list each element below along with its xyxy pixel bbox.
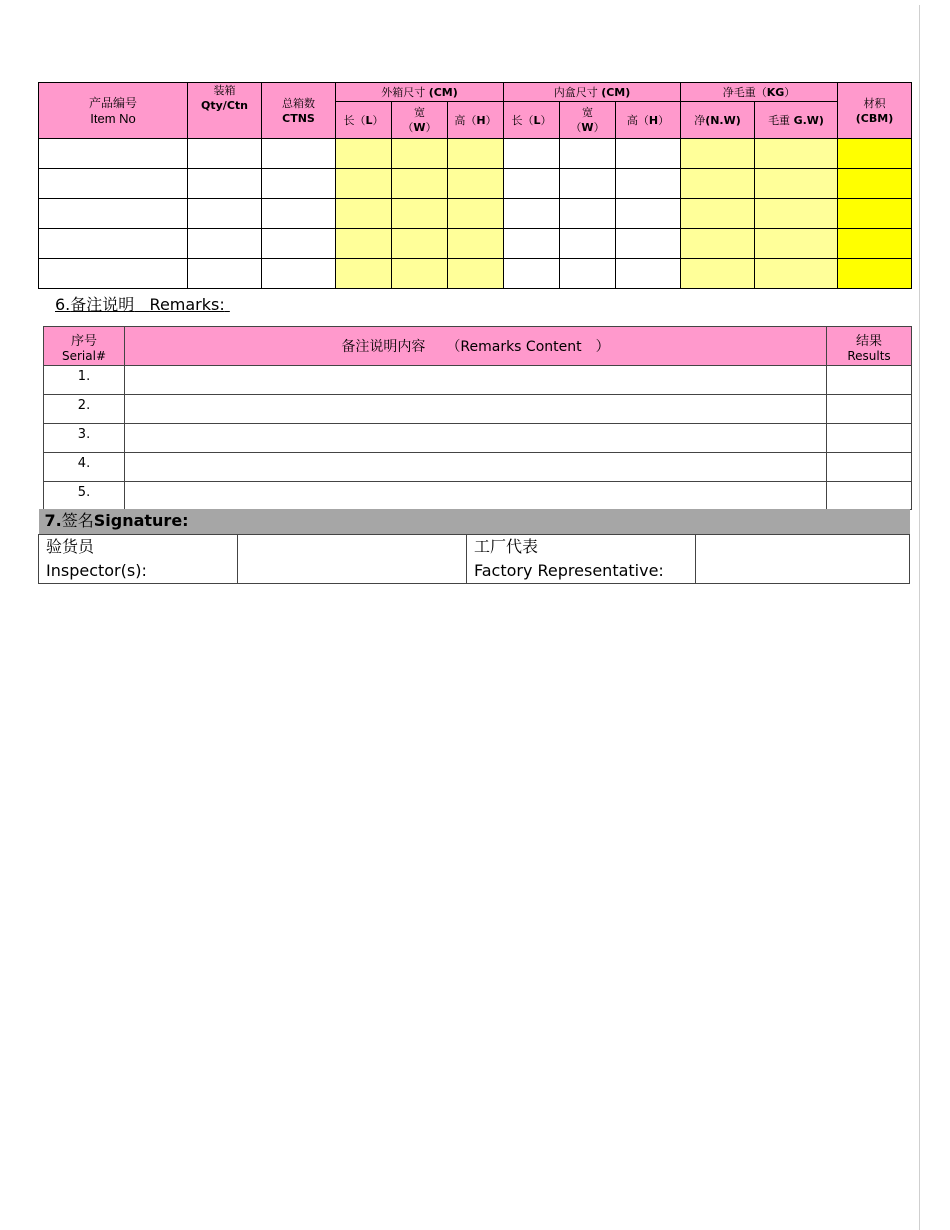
remarks-content-cell[interactable]	[125, 424, 827, 453]
qty-ctn-cell[interactable]	[188, 259, 262, 289]
serial-header: 序号 Serial#	[44, 327, 125, 366]
inner-length-cell[interactable]	[504, 199, 560, 229]
inner-height-cell[interactable]	[616, 199, 681, 229]
outer-length-cell[interactable]	[336, 259, 392, 289]
serial-number: 1.	[44, 366, 125, 395]
ctns-cell[interactable]	[262, 259, 336, 289]
net-weight-cell[interactable]	[681, 199, 755, 229]
inner-width-cell[interactable]	[560, 169, 616, 199]
ctns-cell[interactable]	[262, 169, 336, 199]
inner-length-cell[interactable]	[504, 139, 560, 169]
inner-length-cell[interactable]	[504, 229, 560, 259]
outer-height-cell[interactable]	[448, 259, 504, 289]
inner-box-header: 内盒尺寸 (CM)	[504, 83, 681, 102]
signature-header-row	[39, 509, 910, 534]
signature-section-title: 7.签名Signature:	[39, 509, 910, 534]
remarks-body	[44, 366, 912, 510]
inner-height-cell[interactable]	[616, 169, 681, 199]
remarks-row	[44, 482, 912, 510]
qty-ctn-cell[interactable]	[188, 229, 262, 259]
outer-height-header: 高（H）	[448, 102, 504, 139]
signature-row	[39, 534, 910, 583]
signature-table	[38, 509, 910, 584]
net-weight-cell[interactable]	[681, 259, 755, 289]
packing-body	[39, 139, 912, 289]
ctns-cell[interactable]	[262, 139, 336, 169]
net-weight-header: 净(N.W)	[681, 102, 755, 139]
inner-length-cell[interactable]	[504, 259, 560, 289]
results-cell[interactable]	[827, 395, 912, 424]
qty-ctn-cell[interactable]	[188, 169, 262, 199]
packing-row	[39, 229, 912, 259]
outer-width-cell[interactable]	[392, 259, 448, 289]
item-no-cell[interactable]	[39, 139, 188, 169]
item-no-cell[interactable]	[39, 169, 188, 199]
gross-weight-cell[interactable]	[755, 259, 838, 289]
qty-ctn-cell[interactable]	[188, 139, 262, 169]
inner-height-cell[interactable]	[616, 259, 681, 289]
outer-height-cell[interactable]	[448, 169, 504, 199]
packing-table	[38, 82, 912, 289]
packing-row	[39, 259, 912, 289]
results-cell[interactable]	[827, 366, 912, 395]
gross-weight-header: 毛重 G.W)	[755, 102, 838, 139]
inner-width-cell[interactable]	[560, 199, 616, 229]
outer-length-cell[interactable]	[336, 229, 392, 259]
results-cell[interactable]	[827, 424, 912, 453]
packing-row	[39, 199, 912, 229]
results-header: 结果 Results	[827, 327, 912, 366]
results-cell[interactable]	[827, 482, 912, 510]
remarks-content-cell[interactable]	[125, 395, 827, 424]
outer-height-cell[interactable]	[448, 229, 504, 259]
qty-ctn-cell[interactable]	[188, 199, 262, 229]
net-weight-cell[interactable]	[681, 139, 755, 169]
serial-number: 2.	[44, 395, 125, 424]
inspector-label: 验货员 Inspector(s):	[39, 534, 238, 583]
factory-rep-label: 工厂代表 Factory Representative:	[467, 534, 696, 583]
page-edge-line	[919, 5, 920, 1230]
remarks-row	[44, 395, 912, 424]
ctns-header: 总箱数 CTNS	[262, 83, 336, 139]
factory-rep-signature-field[interactable]	[696, 534, 910, 583]
outer-height-cell[interactable]	[448, 199, 504, 229]
inner-length-cell[interactable]	[504, 169, 560, 199]
item-no-header: 产品编号 Item No	[39, 83, 188, 139]
cbm-cell[interactable]	[838, 259, 912, 289]
gross-weight-cell[interactable]	[755, 169, 838, 199]
item-no-cell[interactable]	[39, 229, 188, 259]
remarks-content-cell[interactable]	[125, 453, 827, 482]
outer-width-cell[interactable]	[392, 229, 448, 259]
outer-width-cell[interactable]	[392, 169, 448, 199]
outer-length-cell[interactable]	[336, 169, 392, 199]
cbm-cell[interactable]	[838, 139, 912, 169]
packing-header-row-1	[39, 83, 912, 102]
remarks-table	[43, 326, 912, 510]
outer-carton-header: 外箱尺寸 (CM)	[336, 83, 504, 102]
remarks-section-title: 6.备注说明 Remarks:	[55, 295, 225, 314]
results-cell[interactable]	[827, 453, 912, 482]
remarks-content-cell[interactable]	[125, 482, 827, 510]
inner-height-cell[interactable]	[616, 229, 681, 259]
remarks-content-cell[interactable]	[125, 366, 827, 395]
cbm-header: 材积 (CBM)	[838, 83, 912, 139]
serial-number: 4.	[44, 453, 125, 482]
item-no-cell[interactable]	[39, 259, 188, 289]
remarks-row	[44, 453, 912, 482]
ctns-cell[interactable]	[262, 199, 336, 229]
cbm-cell[interactable]	[838, 199, 912, 229]
inner-width-cell[interactable]	[560, 139, 616, 169]
inner-width-cell[interactable]	[560, 229, 616, 259]
outer-length-cell[interactable]	[336, 199, 392, 229]
serial-number: 5.	[44, 482, 125, 510]
remarks-header-row	[44, 327, 912, 366]
outer-length-cell[interactable]	[336, 139, 392, 169]
remarks-row	[44, 366, 912, 395]
packing-row	[39, 139, 912, 169]
gross-weight-cell[interactable]	[755, 139, 838, 169]
cbm-cell[interactable]	[838, 229, 912, 259]
item-no-cell[interactable]	[39, 199, 188, 229]
outer-length-header: 长（L）	[336, 102, 392, 139]
inner-width-header: 宽 （W）	[560, 102, 616, 139]
weight-header: 净毛重（KG）	[681, 83, 838, 102]
ctns-cell[interactable]	[262, 229, 336, 259]
inner-length-header: 长（L）	[504, 102, 560, 139]
inner-height-cell[interactable]	[616, 139, 681, 169]
packing-row	[39, 169, 912, 199]
net-weight-cell[interactable]	[681, 169, 755, 199]
gross-weight-cell[interactable]	[755, 199, 838, 229]
outer-width-cell[interactable]	[392, 199, 448, 229]
serial-number: 3.	[44, 424, 125, 453]
outer-width-header: 宽 （W）	[392, 102, 448, 139]
net-weight-cell[interactable]	[681, 229, 755, 259]
remarks-content-header: 备注说明内容 （Remarks Content ）	[125, 327, 827, 366]
remarks-row	[44, 424, 912, 453]
outer-height-cell[interactable]	[448, 139, 504, 169]
qty-ctn-header: 装箱 Qty/Ctn	[188, 83, 262, 139]
inspector-signature-field[interactable]	[238, 534, 467, 583]
inner-height-header: 高（H）	[616, 102, 681, 139]
inner-width-cell[interactable]	[560, 259, 616, 289]
cbm-cell[interactable]	[838, 169, 912, 199]
gross-weight-cell[interactable]	[755, 229, 838, 259]
outer-width-cell[interactable]	[392, 139, 448, 169]
